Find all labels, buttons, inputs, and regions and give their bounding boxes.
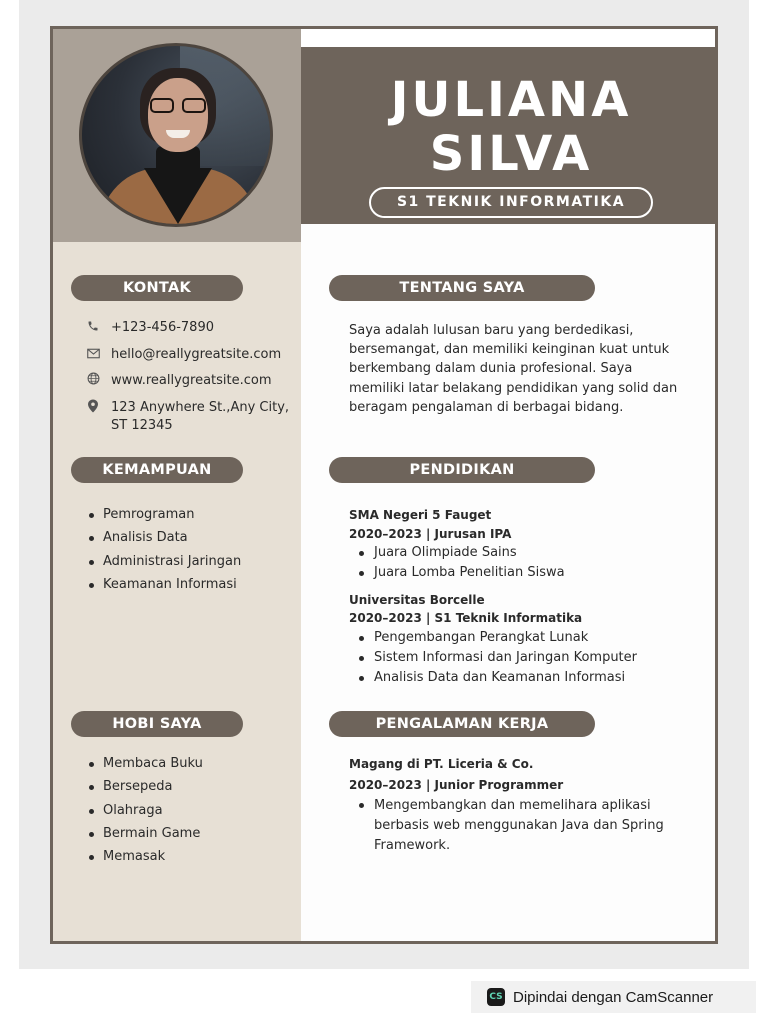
list-item: Pengembangan Perangkat Lunak [357,629,637,647]
education-period-2: 2020–2023 | S1 Teknik Informatika [349,611,583,625]
experience-company: Magang di PT. Liceria & Co. [349,757,534,771]
camscanner-watermark [471,981,756,1013]
profile-photo [79,43,273,227]
contact-website [87,372,301,390]
resume-page [50,26,718,944]
contact-address-text: 123 Anywhere St.,Any City, ST 12345 [111,399,290,433]
sidebar-photo-area [53,29,301,242]
list-item: Bermain Game [87,825,297,843]
education-school-1: SMA Negeri 5 Fauget [349,508,492,522]
globe-icon [87,372,111,390]
skills-list [87,506,297,599]
skills-heading: KEMAMPUAN [71,457,243,483]
contact-list [87,319,301,443]
phone-icon [87,319,111,337]
education-heading: PENDIDIKAN [329,457,595,483]
email-icon [87,346,111,364]
candidate-name [301,73,718,181]
location-pin-icon [87,399,111,418]
education-school-2: Universitas Borcelle [349,593,485,607]
list-item: Juara Olimpiade Sains [357,544,565,562]
list-item: Pemrograman [87,506,297,524]
list-item: Bersepeda [87,778,297,796]
list-item: Membaca Buku [87,755,297,773]
about-heading: TENTANG SAYA [329,275,595,301]
contact-phone-text: +123-456-7890 [111,320,214,335]
list-item: Memasak [87,848,297,866]
name-last: SILVA [429,126,593,182]
list-item: Analisis Data [87,529,297,547]
experience-heading: PENGALAMAN KERJA [329,711,595,737]
list-item: Sistem Informasi dan Jaringan Komputer [357,649,637,667]
hobbies-list [87,755,297,871]
education-period-1: 2020–2023 | Jurusan IPA [349,527,512,541]
contact-email-text: hello@reallygreatsite.com [111,346,282,362]
list-item: Juara Lomba Penelitian Siswa [357,564,565,582]
contact-phone [87,319,301,337]
name-first: JULIANA [390,72,632,128]
hobbies-heading: HOBI SAYA [71,711,243,737]
list-item: Mengembangkan dan memelihara aplikasi berbasis web menggunakan Java dan Spring Framework. [357,796,677,856]
header-top-strip [301,29,718,47]
list-item: Administrasi Jaringan [87,553,297,571]
about-text: Saya adalah lulusan baru yang berdedikasi, bersemangat, dan memiliki keinginan kuat untuk berkembang dalam dunia profesional. Saya memiliki latar belakang pendidikan yang solid dan beragam pengalaman di berbagai bidang. [349,323,678,415]
list-item: Olahraga [87,802,297,820]
contact-heading: KONTAK [71,275,243,301]
contact-address [87,399,301,435]
camscanner-text: Dipindai dengan CamScanner [513,988,714,1006]
experience-points [357,796,677,858]
camscanner-logo-icon: CS [487,988,505,1006]
list-item: Analisis Data dan Keamanan Informasi [357,669,637,687]
name-header [301,47,718,224]
list-item: Keamanan Informasi [87,576,297,594]
experience-period: 2020–2023 | Junior Programmer [349,778,564,792]
degree-badge: S1 TEKNIK INFORMATIKA [369,187,653,218]
education-points-2 [357,629,637,689]
education-points-1 [357,544,565,584]
contact-email [87,346,301,364]
contact-website-text: www.reallygreatsite.com [111,373,272,388]
